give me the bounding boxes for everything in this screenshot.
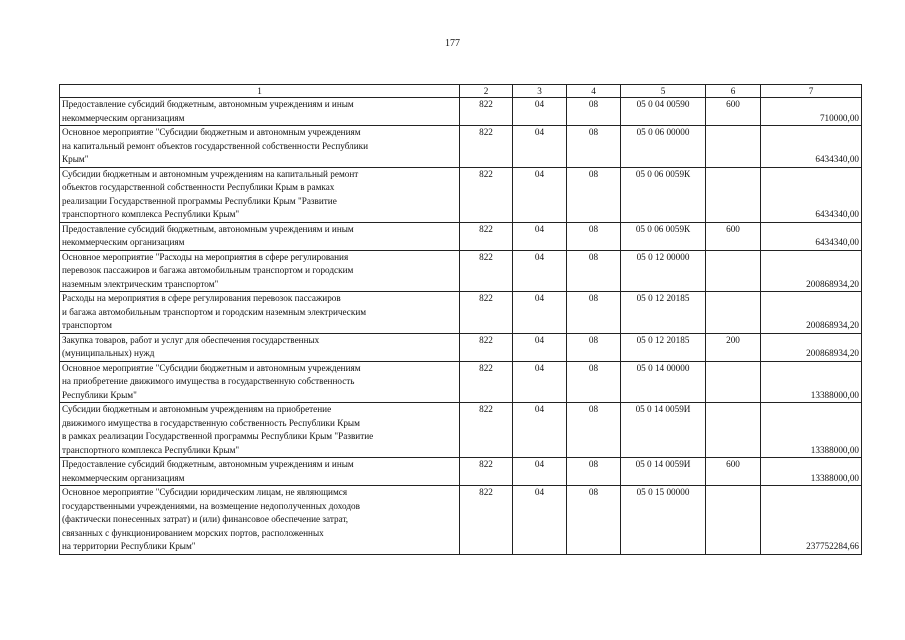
- subsection-code: 08: [567, 333, 621, 361]
- section-code: 04: [513, 126, 567, 168]
- section-code: 04: [513, 167, 567, 222]
- amount: 200868934,20: [761, 333, 862, 361]
- target-article-code: 05 0 12 00000: [621, 250, 706, 292]
- subsection-code: 08: [567, 98, 621, 126]
- row-name: Предоставление субсидий бюджетным, автономным учреждениям и иным некоммерческим организациям: [60, 458, 460, 486]
- expense-type-code: [706, 361, 761, 403]
- expense-type-code: [706, 486, 761, 555]
- column-header: 1: [60, 85, 460, 98]
- subsection-code: 08: [567, 126, 621, 168]
- amount: 6434340,00: [761, 222, 862, 250]
- admin-code: 822: [460, 486, 513, 555]
- amount: 6434340,00: [761, 167, 862, 222]
- expense-type-code: 600: [706, 222, 761, 250]
- section-code: 04: [513, 458, 567, 486]
- row-name: Основное мероприятие "Субсидии юридическим лицам, не являющимся государственными учреждениями, на возмещение недополученных доходов (фактически понесенных затрат) и (или) финансовое обеспечение затрат, связанных с функционированием морских портов, расположенных на территории Республики Крым": [60, 486, 460, 555]
- section-code: 04: [513, 333, 567, 361]
- admin-code: 822: [460, 403, 513, 458]
- row-name: Расходы на мероприятия в сфере регулирования перевозок пассажиров и багажа автомобильным транспортом и городским наземным электрическим транспортом: [60, 292, 460, 334]
- expense-type-code: [706, 250, 761, 292]
- table-row: [60, 361, 862, 403]
- admin-code: 822: [460, 458, 513, 486]
- admin-code: 822: [460, 98, 513, 126]
- expense-type-code: 200: [706, 333, 761, 361]
- expense-type-code: [706, 403, 761, 458]
- admin-code: 822: [460, 250, 513, 292]
- row-name: Предоставление субсидий бюджетным, автономным учреждениям и иным некоммерческим организациям: [60, 222, 460, 250]
- target-article-code: 05 0 14 0059И: [621, 458, 706, 486]
- table-row: [60, 486, 862, 555]
- amount: 13388000,00: [761, 403, 862, 458]
- expense-type-code: 600: [706, 98, 761, 126]
- target-article-code: 05 0 06 0059К: [621, 167, 706, 222]
- amount: 200868934,20: [761, 292, 862, 334]
- section-code: 04: [513, 250, 567, 292]
- subsection-code: 08: [567, 167, 621, 222]
- target-article-code: 05 0 12 20185: [621, 333, 706, 361]
- table-row: [60, 250, 862, 292]
- row-name: Основное мероприятие "Субсидии бюджетным и автономным учреждениям на приобретение движимого имущества в государственную собственность Республики Крым": [60, 361, 460, 403]
- expense-type-code: [706, 167, 761, 222]
- admin-code: 822: [460, 333, 513, 361]
- amount: 13388000,00: [761, 458, 862, 486]
- admin-code: 822: [460, 361, 513, 403]
- expense-type-code: [706, 292, 761, 334]
- section-code: 04: [513, 361, 567, 403]
- table-row: [60, 333, 862, 361]
- subsection-code: 08: [567, 361, 621, 403]
- table-row: [60, 222, 862, 250]
- amount: 200868934,20: [761, 250, 862, 292]
- subsection-code: 08: [567, 222, 621, 250]
- row-name: Субсидии бюджетным и автономным учреждениям на приобретение движимого имущества в государственную собственность Республики Крым в рамках реализации Государственной программы Республики Крым "Развитие транспортного комплекса Республики Крым": [60, 403, 460, 458]
- table-row: [60, 126, 862, 168]
- column-header: 6: [706, 85, 761, 98]
- section-code: 04: [513, 486, 567, 555]
- table-row: [60, 458, 862, 486]
- column-header: 2: [460, 85, 513, 98]
- row-name: Субсидии бюджетным и автономным учреждениям на капитальный ремонт объектов государственной собственности Республики Крым в рамках реализации Государственной программы Республики Крым "Развитие транспортного комплекса Республики Крым": [60, 167, 460, 222]
- subsection-code: 08: [567, 250, 621, 292]
- target-article-code: 05 0 04 00590: [621, 98, 706, 126]
- target-article-code: 05 0 12 20185: [621, 292, 706, 334]
- column-header: 5: [621, 85, 706, 98]
- target-article-code: 05 0 15 00000: [621, 486, 706, 555]
- target-article-code: 05 0 06 0059К: [621, 222, 706, 250]
- budget-table: [59, 84, 862, 555]
- expense-type-code: [706, 126, 761, 168]
- table-row: [60, 98, 862, 126]
- table-row: [60, 167, 862, 222]
- target-article-code: 05 0 14 0059И: [621, 403, 706, 458]
- table-row: [60, 403, 862, 458]
- subsection-code: 08: [567, 486, 621, 555]
- expense-type-code: 600: [706, 458, 761, 486]
- amount: 13388000,00: [761, 361, 862, 403]
- amount: 6434340,00: [761, 126, 862, 168]
- row-name: Предоставление субсидий бюджетным, автономным учреждениям и иным некоммерческим организациям: [60, 98, 460, 126]
- row-name: Закупка товаров, работ и услуг для обеспечения государственных (муниципальных) нужд: [60, 333, 460, 361]
- subsection-code: 08: [567, 292, 621, 334]
- column-header: 4: [567, 85, 621, 98]
- subsection-code: 08: [567, 458, 621, 486]
- admin-code: 822: [460, 126, 513, 168]
- table-row: [60, 292, 862, 334]
- section-code: 04: [513, 98, 567, 126]
- row-name: Основное мероприятие "Субсидии бюджетным и автономным учреждениям на капитальный ремонт объектов государственной собственности Республики Крым": [60, 126, 460, 168]
- admin-code: 822: [460, 222, 513, 250]
- column-header: 7: [761, 85, 862, 98]
- column-header: 3: [513, 85, 567, 98]
- admin-code: 822: [460, 167, 513, 222]
- amount: 710000,00: [761, 98, 862, 126]
- section-code: 04: [513, 403, 567, 458]
- row-name: Основное мероприятие "Расходы на мероприятия в сфере регулирования перевозок пассажиров и багажа автомобильным транспортом и городским наземным электрическим транспортом": [60, 250, 460, 292]
- amount: 237752284,66: [761, 486, 862, 555]
- subsection-code: 08: [567, 403, 621, 458]
- target-article-code: 05 0 14 00000: [621, 361, 706, 403]
- target-article-code: 05 0 06 00000: [621, 126, 706, 168]
- section-code: 04: [513, 292, 567, 334]
- admin-code: 822: [460, 292, 513, 334]
- header-row: [60, 85, 862, 98]
- section-code: 04: [513, 222, 567, 250]
- page-number: 177: [445, 38, 460, 49]
